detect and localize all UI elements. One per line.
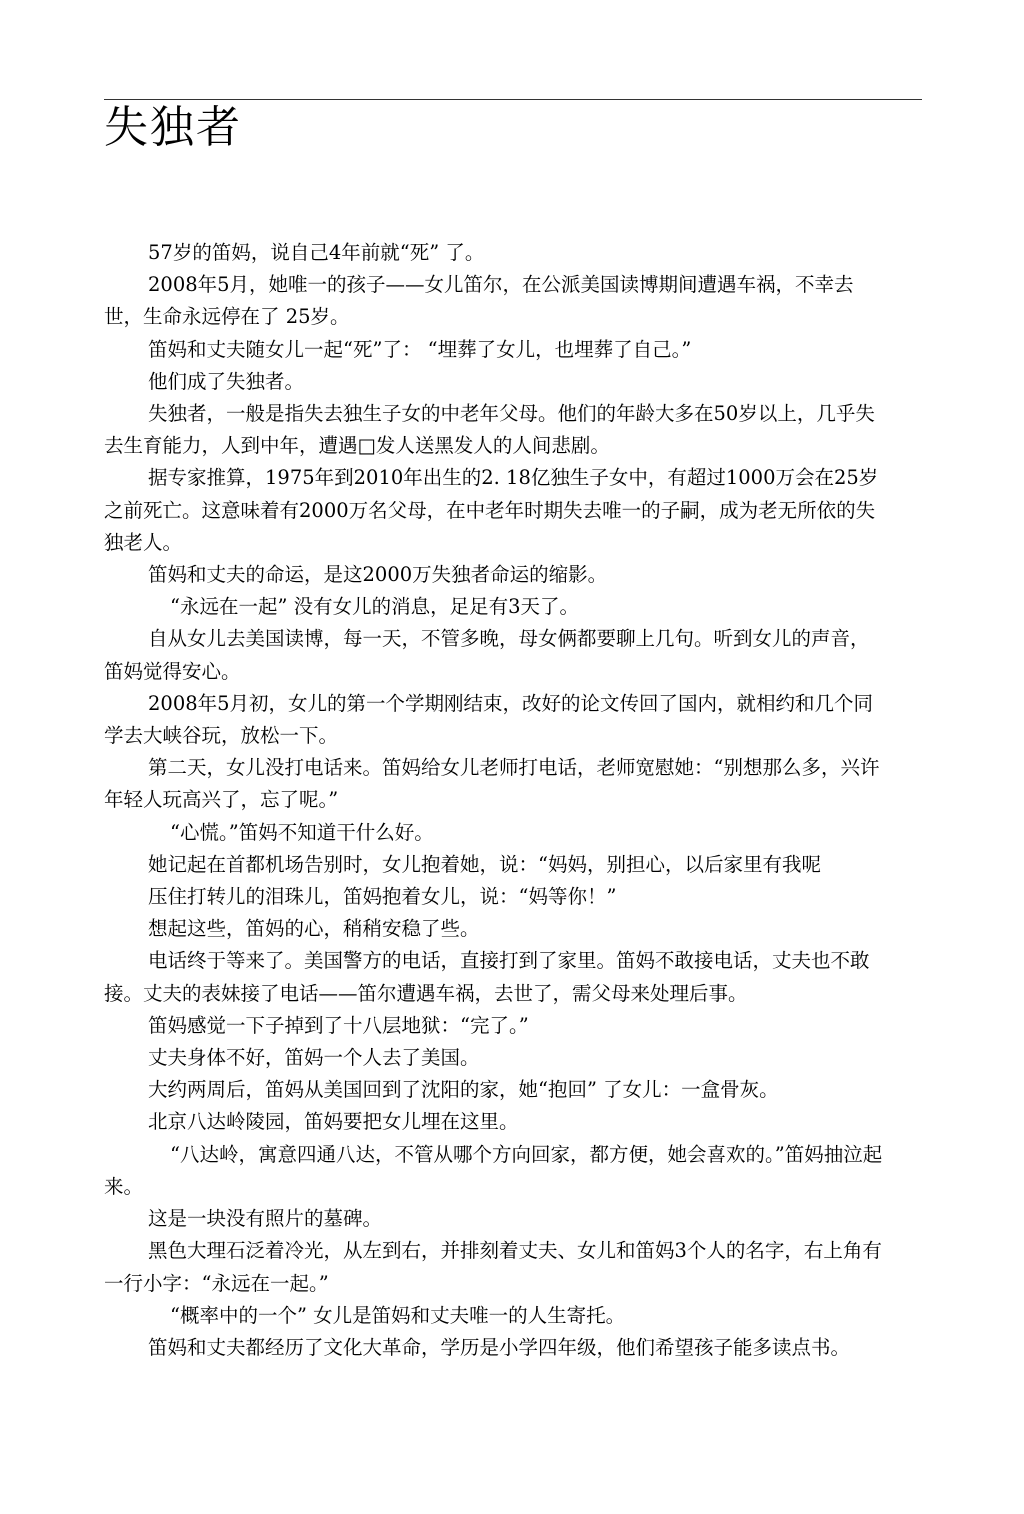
paragraph: 他们成了失独者。	[148, 369, 305, 393]
paragraph: “永远在一起” 没有女儿的消息，足足有3天了。	[170, 595, 580, 619]
paragraph: 2008年5月，她唯一的孩子——女儿笛尔，在公派美国读博期间遭遇车祸，不幸去世，生命永远停在了 25岁。	[104, 273, 854, 329]
paragraph: 压住打转儿的泪珠儿，笛妈抱着女儿，说：“妈等你！”	[148, 885, 617, 909]
paragraph: 第二天，女儿没打电话来。笛妈给女儿老师打电话，老师宽慰她：“别想那么多，兴许年轻人玩高兴了，忘了呢。”	[104, 756, 880, 812]
paragraph: 自从女儿去美国读博，每一天，不管多晚，母女俩都要聊上几句。听到女儿的声音，笛妈觉得安心。	[104, 627, 870, 683]
paragraph: “八达岭，寓意四通八达，不管从哪个方向回家，都方便，她会喜欢的。”笛妈抽泣起来。	[104, 1142, 883, 1198]
paragraph: 据专家推算，1975年到2010年出生的2. 18亿独生子女中，有超过1000万会在25岁之前死亡。这意味着有2000万名父母，在中老年时期失去唯一的子嗣，成为老无所依的失独老人。	[104, 466, 879, 554]
paragraph: 2008年5月初，女儿的第一个学期刚结束，改好的论文传回了国内，就相约和几个同学去大峡谷玩，放松一下。	[104, 691, 874, 748]
article-body	[104, 237, 884, 1364]
paragraph: 笛妈感觉一下子掉到了十八层地狱：“完了。”	[148, 1013, 529, 1037]
paragraph: 笛妈和丈夫的命运，是这2000万失独者命运的缩影。	[148, 563, 608, 587]
paragraph: 她记起在首都机场告别时，女儿抱着她，说：“妈妈，别担心，以后家里有我呢	[148, 852, 821, 876]
paragraph: 北京八达岭陵园，笛妈要把女儿埋在这里。	[148, 1110, 519, 1134]
page-title: 失独者	[104, 102, 242, 153]
paragraph: 黑色大理石泛着冷光，从左到右，并排刻着丈夫、女儿和笛妈3个人的名字，右上角有一行小字：“永远在一起。”	[104, 1239, 882, 1295]
paragraph: 丈夫身体不好，笛妈一个人去了美国。	[148, 1046, 480, 1070]
header-rule	[104, 99, 922, 100]
paragraph: 笛妈和丈夫随女儿一起“死”了： “埋葬了女儿，也埋葬了自己。”	[148, 337, 692, 361]
paragraph: 笛妈和丈夫都经历了文化大革命，学历是小学四年级，他们希望孩子能多读点书。	[148, 1335, 851, 1359]
paragraph: 想起这些，笛妈的心，稍稍安稳了些。	[148, 917, 480, 941]
paragraph: 失独者，一般是指失去独生子女的中老年父母。他们的年龄大多在50岁以上，几乎失去生育能力，人到中年，遭遇□发人送黑发人的人间悲剧。	[104, 402, 875, 458]
paragraph: 这是一块没有照片的墓碑。	[148, 1207, 383, 1231]
paragraph: 57岁的笛妈，说自己4年前就“死” 了。	[148, 241, 485, 264]
paragraph: 大约两周后，笛妈从美国回到了沈阳的家，她“抱回” 了女儿：一盒骨灰。	[148, 1078, 779, 1102]
paragraph: 电话终于等来了。美国警方的电话，直接打到了家里。笛妈不敢接电话，丈夫也不敢接。丈夫的表妹接了电话——笛尔遭遇车祸，去世了，需父母来处理后事。	[104, 949, 870, 1005]
paragraph: “概率中的一个” 女儿是笛妈和丈夫唯一的人生寄托。	[170, 1303, 626, 1327]
paragraph: “心慌。”笛妈不知道干什么好。	[170, 820, 434, 844]
